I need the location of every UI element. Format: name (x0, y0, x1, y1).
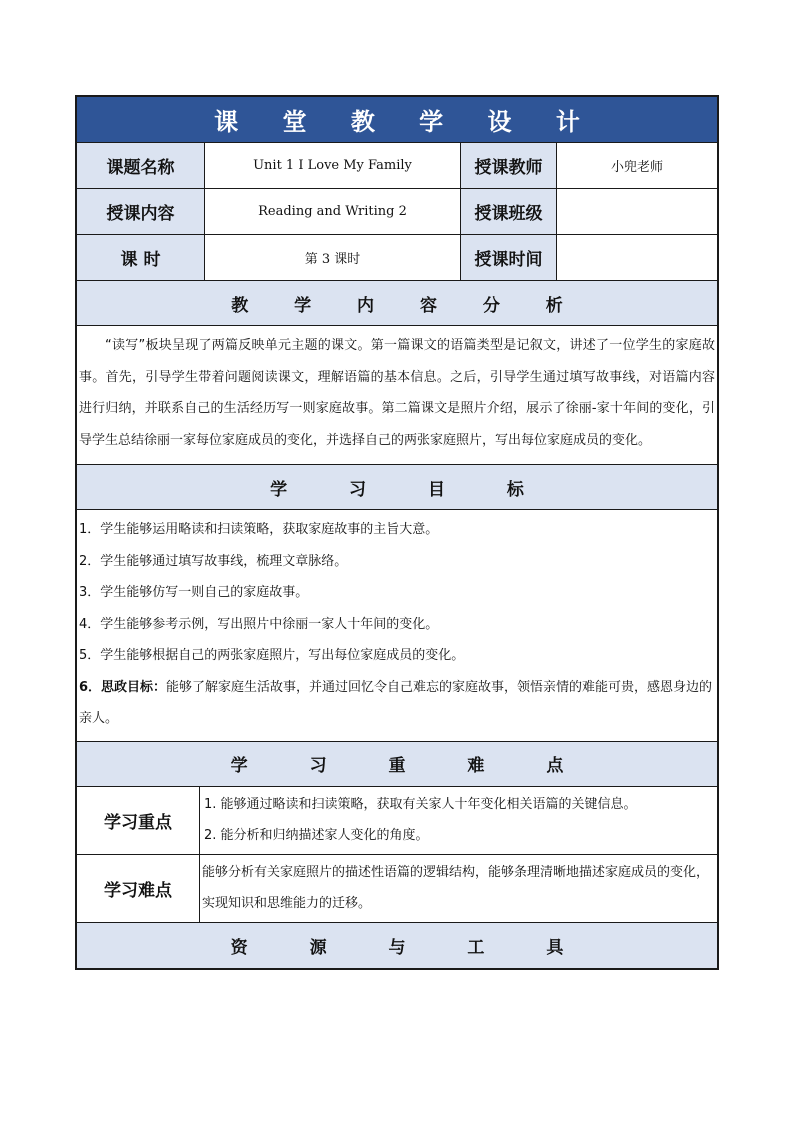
value-teacher: 小兜老师 (610, 160, 663, 175)
info-row-content (77, 189, 717, 235)
label-period: 课 时 (77, 235, 205, 280)
difficult-points-body: 能够分析有关家庭照片的描述性语篇的逻辑结构，能够条理清晰地描述家庭成员的变化，实现知识和思维能力的迁移。 (202, 864, 710, 911)
info-row-topic (77, 143, 717, 189)
goal-ideological-prefix: 6．思政目标： (79, 679, 167, 695)
key-points-label: 学习重点 (77, 787, 200, 854)
difficult-points-row (77, 855, 717, 923)
info-row-period (77, 235, 717, 281)
goal-item-ideological (79, 672, 715, 735)
label-topic: 课题名称 (77, 143, 205, 188)
goal-item: 1．学生能够运用略读和扫读策略，获取家庭故事的主旨大意。 (79, 522, 439, 537)
section-heading-analysis: 教 学 内 容 分 析 (77, 281, 717, 326)
value-time (557, 235, 717, 280)
goal-item: 2．学生能够通过填写故事线，梳理文章脉络。 (79, 553, 348, 569)
goal-item: 5．学生能够根据自己的两张家庭照片，写出每位家庭成员的变化。 (79, 648, 465, 663)
goal-ideological-text: 能够了解家庭生活故事，并通过回忆令自己难忘的家庭故事，领悟亲情的难能可贵，感恩身边的亲人。 (79, 679, 713, 726)
goals-list (77, 510, 717, 742)
section-heading-key-difficult: 学 习 重 难 点 (77, 742, 717, 787)
label-class: 授课班级 (461, 189, 557, 234)
analysis-text: “读写”板块呈现了两篇反映单元主题的课文。第一篇课文的语篇类型是记叙文，讲述了一位学生的家庭故事。首先，引导学生带着问题阅读课文，理解语篇的基本信息。之后，引导学生通过填写故事线，对语篇内容进行归纳，并联系自己的生活经历写一则家庭故事。第二篇课文是照片介绍，展示了徐丽-家十年间的变化，引导学生总结徐丽一家每位家庭成员的变化，并选择自己的两张家庭照片，写出每位家庭成员的变化。 (77, 326, 717, 465)
key-points-row (77, 787, 717, 855)
section-heading-resources: 资 源 与 工 具 (77, 923, 717, 968)
value-class (557, 189, 717, 234)
lesson-plan-table (75, 95, 719, 970)
document-title: 课 堂 教 学 设 计 (77, 97, 717, 143)
difficult-points-label: 学习难点 (77, 855, 200, 922)
label-teacher: 授课教师 (461, 143, 557, 188)
value-topic: Unit 1 I Love My Family (205, 143, 461, 188)
label-content: 授课内容 (77, 189, 205, 234)
key-points-body (200, 787, 717, 854)
label-time: 授课时间 (461, 235, 557, 280)
key-point-item: 1. 能够通过略读和扫读策略，获取有关家人十年变化相关语篇的关键信息。 (204, 796, 637, 812)
goal-item: 3．学生能够仿写一则自己的家庭故事。 (79, 585, 309, 600)
goal-item: 4．学生能够参考示例，写出照片中徐丽一家人十年间的变化。 (79, 616, 439, 632)
key-point-item: 2. 能分析和归纳描述家人变化的角度。 (204, 828, 429, 843)
value-period: 第 3 课时 (205, 235, 461, 280)
section-heading-goals: 学 习 目 标 (77, 465, 717, 510)
value-content: Reading and Writing 2 (205, 189, 461, 234)
